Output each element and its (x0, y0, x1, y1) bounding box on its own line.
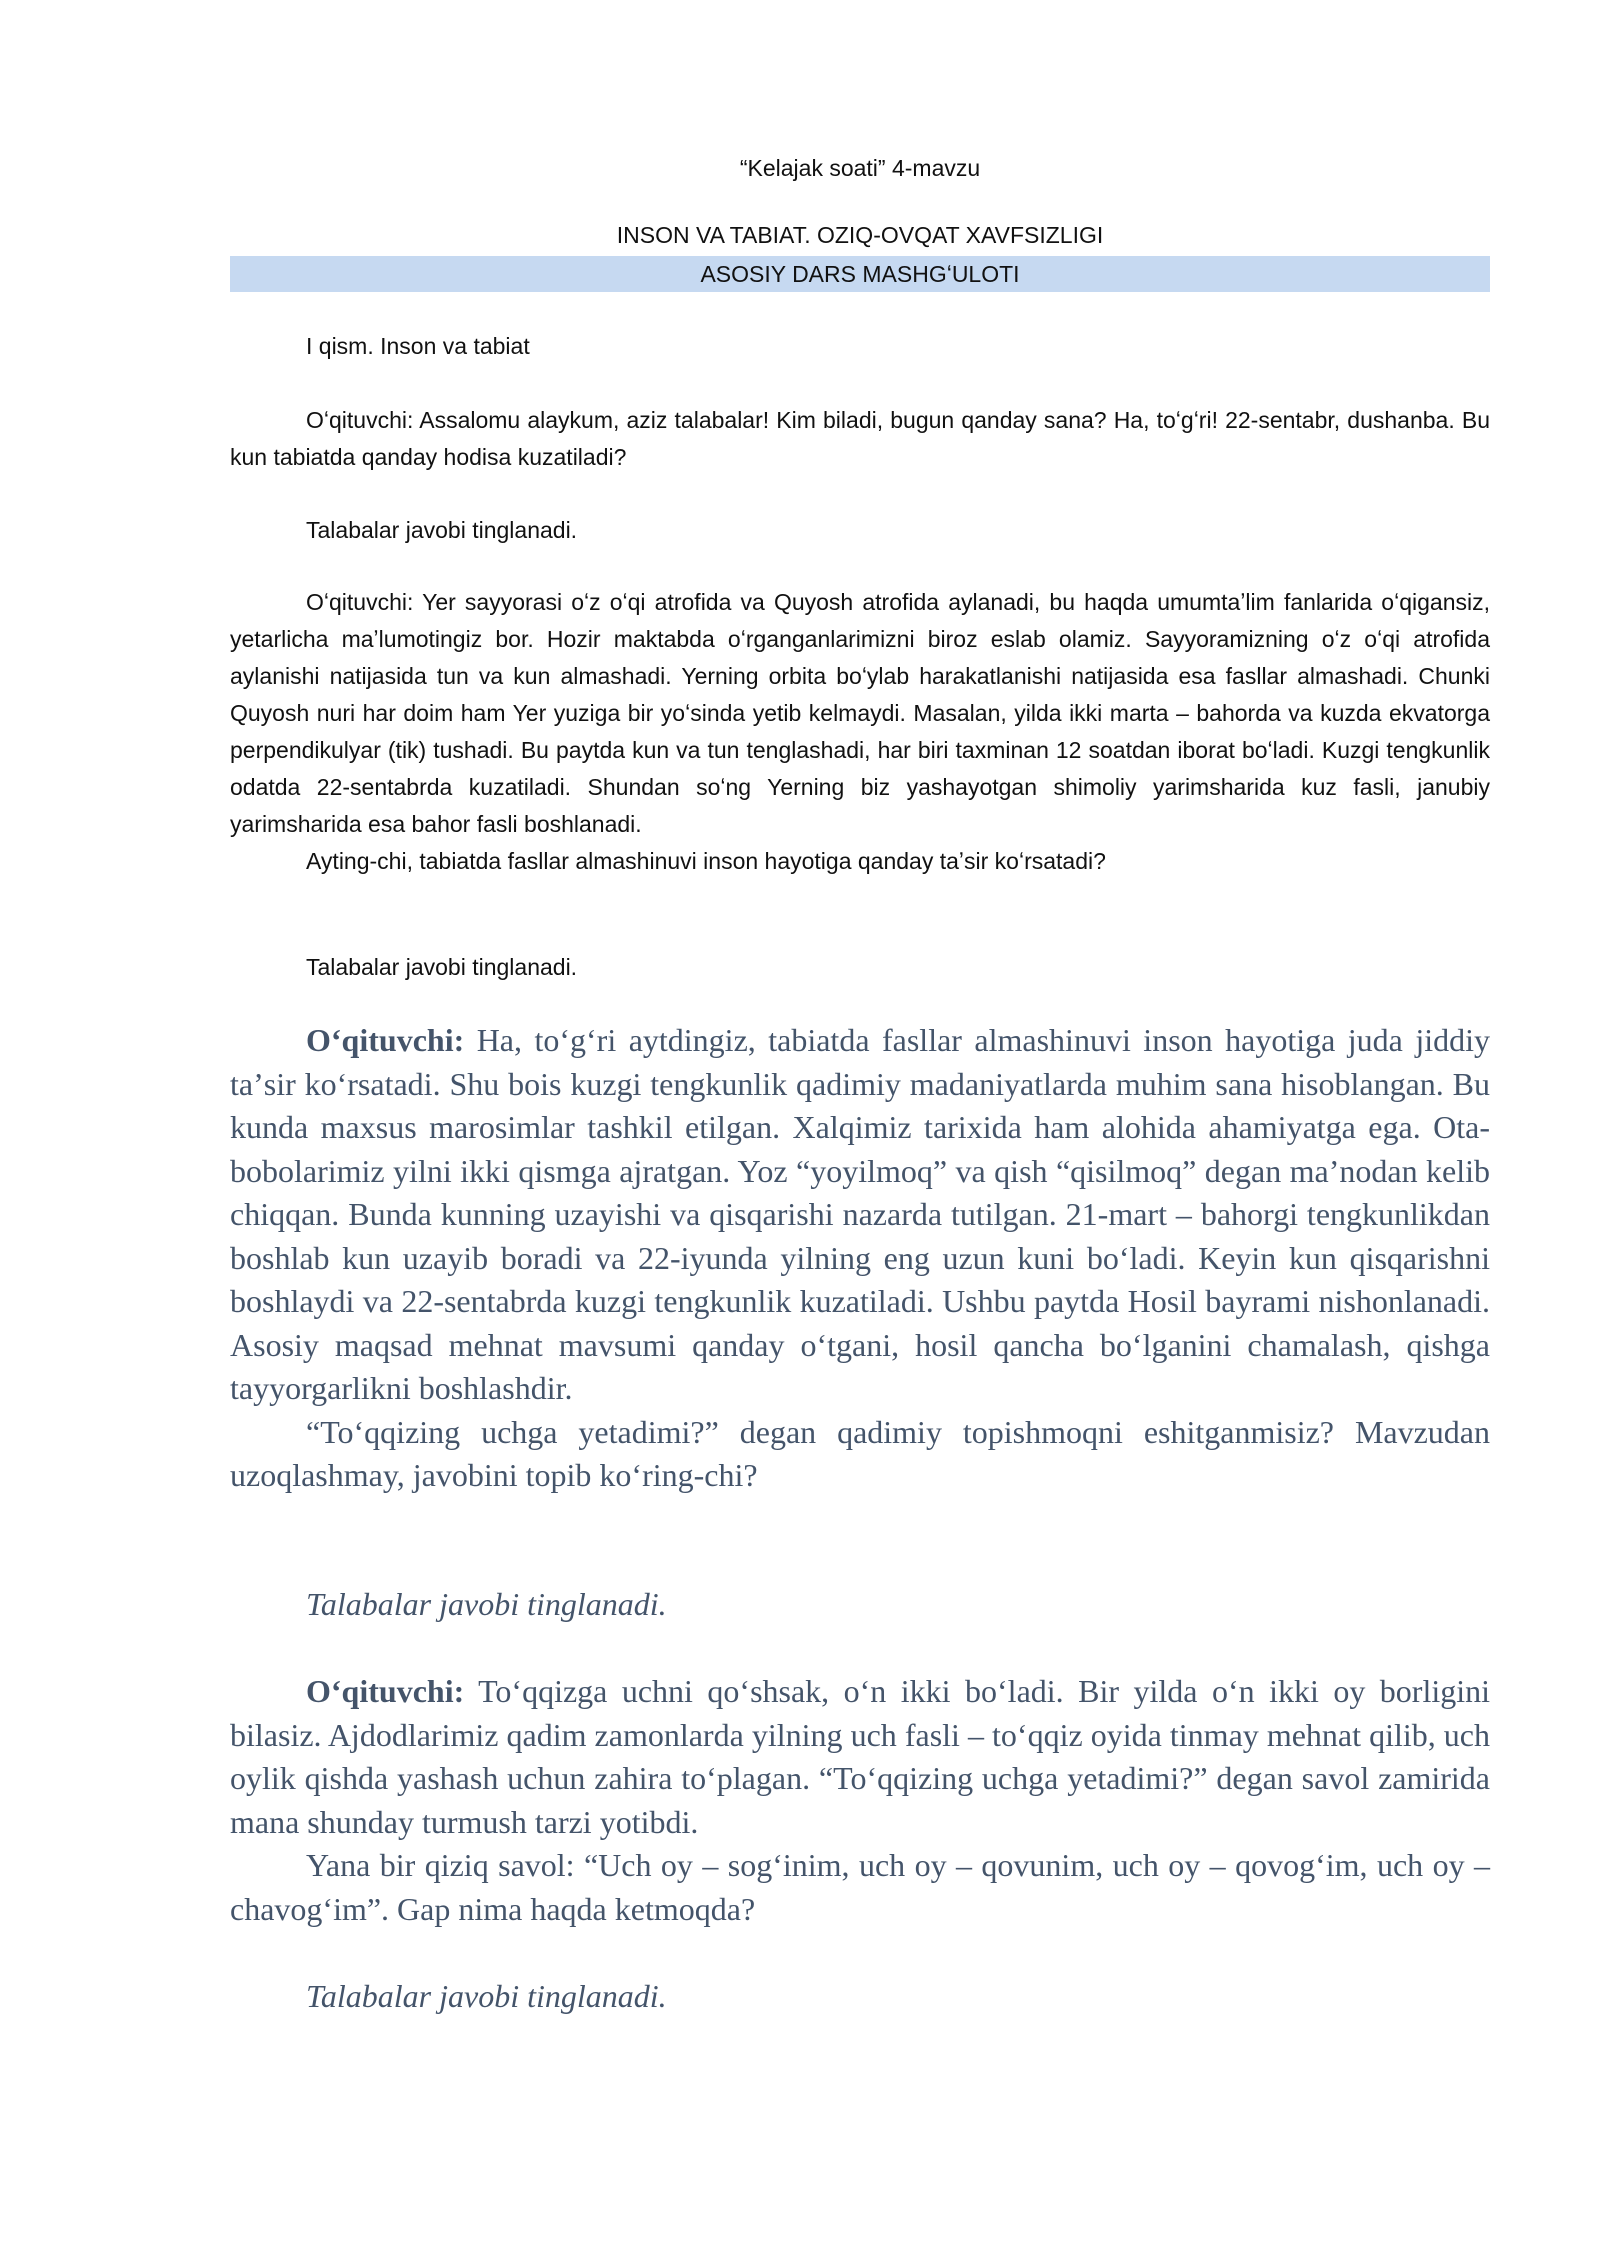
question-text: Ayting-chi, tabiatda fasllar almashinuvi inson hayotiga qanday taʼsir koʻrsatadi? (306, 848, 1106, 874)
teacher-paragraph-4 (230, 1670, 1490, 1931)
speaker-label: Oʻqituvchi: (306, 1673, 465, 1709)
student-response-1 (230, 512, 1490, 549)
response-text: Talabalar javobi tinglanadi. (306, 954, 578, 980)
part-heading-block (230, 328, 1490, 365)
teacher-paragraph-1 (230, 402, 1490, 476)
response-text: Talabalar javobi tinglanadi. (306, 1586, 667, 1622)
part-heading: I qism. Inson va tabiat (306, 333, 530, 359)
question-text: “Toʻqqizing uchga yetadimi?” degan qadimiy topishmoqni eshitganmisiz? Mavzudan uzoqlashmay, javobini topib koʻring-chi? (230, 1413, 1490, 1493)
paragraph-text: Yer sayyorasi oʻz oʻqi atrofida va Quyosh atrofida aylanadi, bu haqda umumtaʼlim fanlarida oʻqigansiz, yetarlicha maʼlumotingiz bor. Hozir maktabda oʻrganganlarimizni biroz eslab olamiz. Sayyoramizning oʻz oʻqi atrofida aylanishi natijasida tun va kun almashadi. Yerning orbita boʻylab harakatlanishi natijasida esa fasllar almashadi. Chunki Quyosh nuri har doim ham Yer yuziga bir yoʻsinda yetib kelmaydi. Masalan, yilda ikki marta – bahorda va kuzda ekvatorga perpendikulyar (tik) tushadi. Bu paytda kun va tun tenglashadi, har biri taxminan 12 soatdan iborat boʻladi. Kuzgi tengkunlik odatda 22-sentabrda kuzatiladi. Shundan soʻng Yerning biz yashayotgan shimoliy yarimsharida kuz fasli, janubiy yarimsharida esa bahor fasli boshlanadi. (230, 589, 1490, 837)
student-response-4 (230, 1975, 1490, 2019)
teacher-paragraph-2 (230, 584, 1490, 880)
paragraph-text: Toʻqqizga uchni qoʻshsak, oʻn ikki boʻladi. Bir yilda oʻn ikki oy borligini bilasiz. Ajdodlarimiz qadim zamonlarda yilning uch fasli – toʻqqiz oyida tinmay mehnat qilib, uch oylik qishda yashash uchun zahira toʻplagan. “Toʻqqizing uchga yetadimi?” degan savol zamirida mana shunday turmush tarzi yotibdi. (230, 1673, 1490, 1840)
student-response-2 (230, 949, 1490, 986)
response-text: Talabalar javobi tinglanadi. (306, 1978, 667, 2014)
paragraph-text: Assalomu alaykum, aziz talabalar! Kim biladi, bugun qanday sana? Ha, toʻgʻri! 22-sentabr, dushanba. Bu kun tabiatda qanday hodisa kuzatiladi? (230, 407, 1490, 470)
speaker-label: Oʻqituvchi: (306, 589, 414, 615)
question-text: Yana bir qiziq savol: “Uch oy – sogʻinim, uch oy – qovunim, uch oy – qovogʻim, uch oy – chavogʻim”. Gap nima haqda ketmoqda? (230, 1847, 1490, 1927)
teacher-paragraph-3 (230, 1019, 1490, 1498)
document-title: INSON VA TABIAT. OZIQ-OVQAT XAVFSIZLIGI (616, 222, 1104, 248)
speaker-label: Oʻqituvchi: (306, 1022, 465, 1058)
response-text: Talabalar javobi tinglanadi. (306, 517, 578, 543)
paragraph-text: Ha, toʻgʻri aytdingiz, tabiatda fasllar almashinuvi inson hayotiga juda jiddiy taʼsir koʻrsatadi. Shu bois kuzgi tengkunlik qadimiy madaniyatlarda muhim sana hisoblangan. Bu kunda maxsus marosimlar tashkil etilgan. Xalqimiz tarixida ham alohida ahamiyatga ega. Ota-bobolarimiz yilni ikki qismga ajratgan. Yoz “yoyilmoq” va qish “qisilmoq” degan maʼnodan kelib chiqqan. Bunda kunning uzayishi va qisqarishi nazarda tutilgan. 21-mart – bahorgi tengkunlikdan boshlab kun uzayib boradi va 22-iyunda yilning eng uzun kuni boʻladi. Keyin kun qisqarishni boshlaydi va 22-sentabrda kuzgi tengkunlik kuzatiladi. Ushbu paytda Hosil bayrami nishonlanadi. Asosiy maqsad mehnat mavsumi qanday oʻtgani, hosil qancha boʻlganini chamalash, qishga tayyorgarlikni boshlashdir. (230, 1022, 1490, 1406)
speaker-label: Oʻqituvchi: (306, 407, 414, 433)
section-band: ASOSIY DARS MASHGʻULOTI (230, 256, 1490, 292)
student-response-3 (230, 1583, 1490, 1627)
topic-subtitle: “Kelajak soati” 4-mavzu (739, 155, 981, 181)
